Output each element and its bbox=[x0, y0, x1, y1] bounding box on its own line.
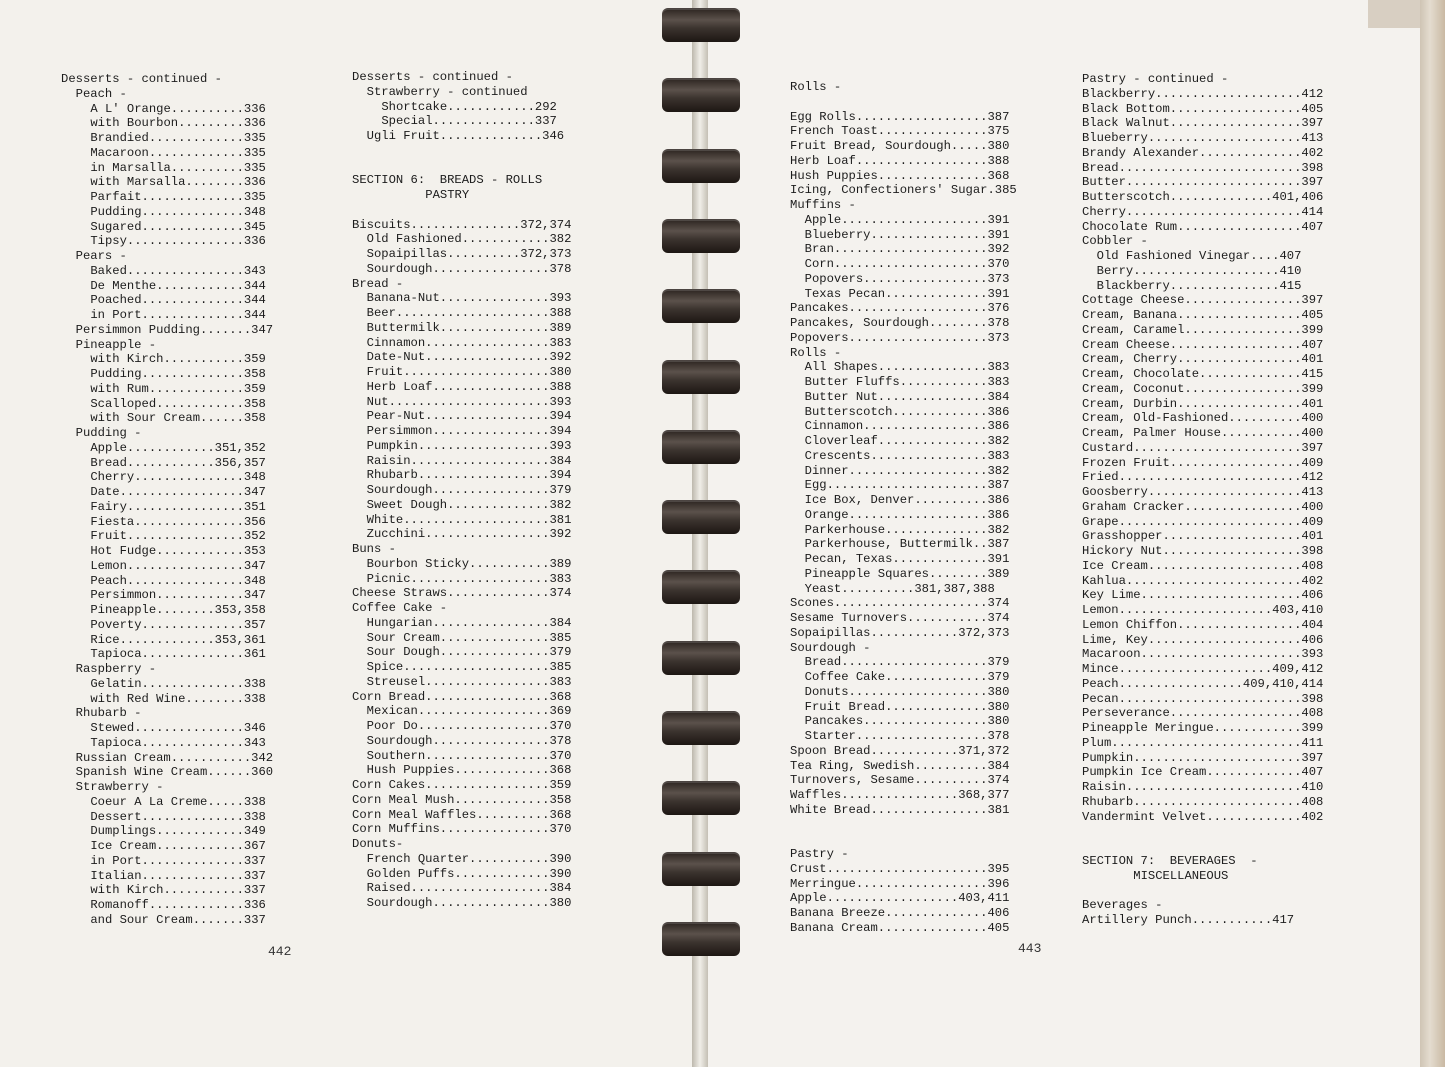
index-entry: Rolls - bbox=[790, 345, 842, 360]
index-entry: Rolls - bbox=[790, 80, 842, 94]
index-entry: Tipsy................336 bbox=[90, 234, 266, 249]
index-entry: Pecan.........................398 bbox=[1082, 691, 1324, 706]
index-entry: Egg Rolls..................387 bbox=[790, 109, 1010, 124]
index-entry: Crust......................395 bbox=[790, 861, 1010, 876]
index-entry: Sopaipillas............372,373 bbox=[790, 625, 1010, 640]
index-entry: Pumpkin Ice Cream.............407 bbox=[1082, 765, 1324, 780]
index-entry: Crescents................383 bbox=[804, 448, 1010, 463]
index-entry: Bread............356,357 bbox=[90, 455, 266, 470]
index-entry: with Marsalla........336 bbox=[90, 175, 266, 190]
index-entry: Hot Fudge............353 bbox=[90, 544, 266, 558]
index-entry: Pancakes.................380 bbox=[804, 714, 1010, 729]
index-entry: Fairy................351 bbox=[90, 499, 266, 514]
binding-ring bbox=[662, 922, 740, 956]
index-entry: Bread.........................398 bbox=[1082, 160, 1324, 175]
index-entry: Herb Loaf................388 bbox=[366, 379, 572, 394]
index-entry: Cream, Cherry.................401 bbox=[1082, 352, 1324, 367]
index-entry: Persimmon Pudding.......347 bbox=[75, 322, 274, 337]
right-page bbox=[708, 0, 1420, 1067]
index-entry: Shortcake............292 bbox=[381, 99, 557, 114]
index-entry: Egg......................387 bbox=[804, 478, 1010, 493]
index-entry: Plum..........................411 bbox=[1082, 735, 1324, 750]
index-entry: Sour Cream...............385 bbox=[366, 630, 572, 645]
index-entry: Mexican..................369 bbox=[366, 704, 572, 719]
index-entry: Strawberry - continued bbox=[366, 84, 528, 99]
index-entry: Tapioca..............361 bbox=[90, 647, 266, 662]
index-entry: SECTION 7: BEVERAGES - bbox=[1082, 853, 1258, 868]
index-entry: Beverages - bbox=[1082, 898, 1163, 912]
index-entry: Bourbon Sticky...........389 bbox=[366, 556, 572, 571]
index-entry: Buns - bbox=[352, 542, 396, 556]
index-entry: Perseverance..................408 bbox=[1082, 706, 1324, 721]
index-entry: Buttermilk...............389 bbox=[366, 320, 572, 335]
index-entry: Corn Cakes.................359 bbox=[352, 778, 572, 792]
index-entry: Pudding - bbox=[75, 426, 142, 440]
binding-ring bbox=[662, 149, 740, 183]
index-entry: Dinner...................382 bbox=[804, 463, 1010, 478]
index-entry: Black Bottom..................405 bbox=[1082, 101, 1324, 116]
index-entry: Ice Box, Denver..........386 bbox=[804, 493, 1010, 507]
index-entry: De Menthe............344 bbox=[90, 278, 266, 293]
index-entry: Cinnamon.................383 bbox=[366, 335, 572, 350]
index-entry: White Bread................381 bbox=[790, 802, 1010, 817]
index-entry: Raisin...................384 bbox=[366, 453, 572, 468]
index-entry: Picnic...................383 bbox=[366, 571, 572, 586]
index-entry: Raspberry - bbox=[75, 662, 157, 676]
index-entry: Cottage Cheese................397 bbox=[1082, 293, 1324, 308]
index-entry: Date.................347 bbox=[90, 485, 266, 499]
book-edge bbox=[1420, 0, 1445, 1067]
index-entry: Berry....................410 bbox=[1096, 263, 1302, 278]
index-entry: Poached..............344 bbox=[90, 293, 266, 308]
index-entry: with Sour Cream......358 bbox=[90, 411, 266, 426]
index-entry: Pastry - bbox=[790, 847, 849, 861]
index-entry: Cream Cheese..................407 bbox=[1082, 337, 1324, 352]
index-entry: Cream, Durbin.................401 bbox=[1082, 396, 1324, 411]
index-entry: Cream, Chocolate..............415 bbox=[1082, 367, 1324, 381]
index-entry: PASTRY bbox=[425, 188, 470, 202]
index-entry: Pudding..............358 bbox=[90, 367, 266, 381]
index-entry: Cherry........................414 bbox=[1082, 204, 1324, 219]
index-entry: Cherry...............348 bbox=[90, 470, 266, 485]
index-entry: Corn Muffins...............370 bbox=[352, 822, 572, 837]
index-entry: Nut......................393 bbox=[366, 394, 572, 409]
index-entry: Cream, Palmer House...........400 bbox=[1082, 426, 1324, 440]
index-entry: Brandied.............335 bbox=[90, 131, 266, 145]
binding-ring bbox=[662, 430, 740, 464]
index-entry: Cream, Coconut................399 bbox=[1082, 381, 1324, 396]
binding-ring bbox=[662, 500, 740, 534]
index-entry: Waffles................368,377 bbox=[790, 788, 1010, 802]
index-entry: Bread....................379 bbox=[804, 655, 1010, 670]
index-entry: Sugared..............345 bbox=[90, 219, 266, 234]
index-entry: Starter..................378 bbox=[804, 729, 1010, 743]
index-entry: Biscuits...............372,374 bbox=[352, 217, 572, 232]
index-entry: Popovers...................373 bbox=[790, 330, 1010, 345]
index-entry: and Sour Cream.......337 bbox=[90, 912, 266, 927]
index-entry: with Kirch...........337 bbox=[90, 883, 266, 898]
index-entry: Coffee Cake - bbox=[352, 601, 448, 615]
index-entry: Corn Meal Mush.............358 bbox=[352, 792, 572, 807]
index-entry: Raisin........................410 bbox=[1082, 780, 1324, 794]
index-entry: Pineapple........353,358 bbox=[90, 603, 266, 617]
index-entry: Pastry - continued - bbox=[1082, 72, 1229, 86]
index-entry: Artillery Punch...........417 bbox=[1082, 912, 1295, 927]
index-entry: in Port..............344 bbox=[90, 308, 266, 322]
index-entry: All Shapes...............383 bbox=[804, 360, 1010, 375]
binding-ring bbox=[662, 781, 740, 815]
index-entry: Rhubarb..................394 bbox=[366, 468, 572, 483]
index-entry: Romanoff.............336 bbox=[90, 898, 266, 912]
index-entry: Lime, Key.....................406 bbox=[1082, 632, 1324, 647]
index-entry: Sesame Turnovers...........374 bbox=[790, 611, 1010, 625]
index-entry: Fruit....................380 bbox=[366, 365, 572, 379]
index-entry: Lemon Chiffon.................404 bbox=[1082, 617, 1324, 632]
index-entry: Spice....................385 bbox=[366, 660, 572, 674]
index-entry: Spoon Bread............371,372 bbox=[790, 743, 1010, 758]
index-entry: Persimmon............347 bbox=[90, 588, 266, 603]
index-entry: Butter Nut...............384 bbox=[804, 389, 1010, 404]
index-entry: Italian..............337 bbox=[90, 868, 266, 883]
index-entry: Cobbler - bbox=[1082, 234, 1148, 249]
index-entry: Strawberry - bbox=[75, 780, 164, 794]
index-entry: Apple............351,352 bbox=[90, 440, 266, 455]
index-entry: Banana Cream...............405 bbox=[790, 920, 1010, 935]
index-entry: Pear-Nut.................394 bbox=[366, 409, 572, 424]
index-entry: Peach................348 bbox=[90, 573, 266, 588]
index-entry: Cream, Caramel................399 bbox=[1082, 322, 1324, 337]
index-entry: Custard.......................397 bbox=[1082, 440, 1324, 455]
index-entry: Hush Puppies.............368 bbox=[366, 763, 572, 778]
index-entry: Poor Do..................370 bbox=[366, 719, 572, 733]
index-entry: Donuts- bbox=[352, 837, 404, 851]
index-entry: Sourdough................380 bbox=[366, 896, 572, 910]
index-entry: Apple..................403,411 bbox=[790, 891, 1010, 906]
index-entry: SECTION 6: BREADS - ROLLS bbox=[352, 173, 543, 188]
index-entry: Cream, Banana.................405 bbox=[1082, 308, 1324, 322]
index-entry: Scones.....................374 bbox=[790, 596, 1010, 611]
index-entry: with Bourbon.........336 bbox=[90, 116, 266, 131]
index-entry: Ugli Fruit..............346 bbox=[366, 129, 565, 143]
binding-ring bbox=[662, 852, 740, 886]
index-entry: Kahlua........................402 bbox=[1082, 573, 1324, 588]
index-entry: Merringue..................396 bbox=[790, 876, 1010, 891]
index-entry: Tapioca..............343 bbox=[90, 735, 266, 750]
index-entry: Lemon.....................403,410 bbox=[1082, 603, 1324, 617]
left-page bbox=[0, 0, 692, 1067]
index-entry: Streusel.................383 bbox=[366, 674, 572, 689]
index-entry: Grasshopper...................401 bbox=[1082, 529, 1324, 544]
index-entry: Lemon................347 bbox=[90, 558, 266, 573]
index-entry: Texas Pecan..............391 bbox=[804, 286, 1010, 301]
index-entry: Tea Ring, Swedish..........384 bbox=[790, 758, 1010, 773]
index-entry: Key Lime......................406 bbox=[1082, 588, 1324, 603]
index-entry: Black Walnut..................397 bbox=[1082, 116, 1324, 131]
index-entry: Mince.....................409,412 bbox=[1082, 662, 1324, 676]
index-entry: Rhubarb.......................408 bbox=[1082, 794, 1324, 809]
index-entry: Bran.....................392 bbox=[804, 242, 1010, 257]
index-entry: A L' Orange..........336 bbox=[90, 101, 266, 116]
index-entry: Baked................343 bbox=[90, 263, 266, 278]
index-entry: Fruit................352 bbox=[90, 529, 266, 544]
index-entry: Poverty..............357 bbox=[90, 617, 266, 632]
index-entry: Goosberry.....................413 bbox=[1082, 485, 1324, 499]
index-entry: Cinnamon.................386 bbox=[804, 419, 1010, 434]
index-entry: with Red Wine........338 bbox=[90, 691, 266, 706]
index-entry: Coeur A La Creme.....338 bbox=[90, 794, 266, 809]
index-entry: Pecan, Texas.............391 bbox=[804, 552, 1010, 566]
index-entry: Southern.................370 bbox=[366, 748, 572, 763]
index-entry: Desserts - continued - bbox=[352, 70, 513, 84]
index-entry: Cheese Straws..............374 bbox=[352, 586, 572, 601]
page-number-left: 442 bbox=[268, 944, 292, 959]
index-entry: Fiesta...............356 bbox=[90, 514, 266, 529]
index-entry: Pineapple - bbox=[75, 337, 157, 352]
index-entry: Pineapple Meringue............399 bbox=[1082, 721, 1324, 735]
index-entry: Peach.................409,410,414 bbox=[1082, 676, 1324, 691]
binding-ring bbox=[662, 360, 740, 394]
index-entry: Parkerhouse, Buttermilk..387 bbox=[804, 537, 1010, 552]
index-entry: Gelatin..............338 bbox=[90, 676, 266, 691]
index-entry: Peach - bbox=[75, 86, 127, 101]
index-entry: Scalloped............358 bbox=[90, 396, 266, 411]
index-entry: Apple....................391 bbox=[804, 212, 1010, 227]
index-entry: Corn.....................370 bbox=[804, 257, 1010, 271]
index-entry: Grape.........................409 bbox=[1082, 514, 1324, 529]
index-entry: Parkerhouse..............382 bbox=[804, 522, 1010, 537]
index-entry: Corn Meal Waffles..........368 bbox=[352, 807, 572, 822]
index-entry: Banana Breeze..............406 bbox=[790, 906, 1010, 920]
index-entry: Ice Cream.....................408 bbox=[1082, 558, 1324, 573]
index-entry: Butter........................397 bbox=[1082, 175, 1324, 190]
index-entry: Ice Cream............367 bbox=[90, 839, 266, 853]
index-entry: Vandermint Velvet.............402 bbox=[1082, 809, 1324, 824]
index-entry: Cloverleaf...............382 bbox=[804, 434, 1010, 448]
binding-ring bbox=[662, 78, 740, 112]
index-entry: Dessert..............338 bbox=[90, 809, 266, 824]
binding-ring bbox=[662, 219, 740, 253]
index-entry: Icing, Confectioners' Sugar.385 bbox=[790, 183, 1017, 198]
index-entry: Pancakes, Sourdough........378 bbox=[790, 316, 1010, 330]
index-entry: Raised...................384 bbox=[366, 881, 572, 896]
index-entry: Parfait..............335 bbox=[90, 190, 266, 204]
index-entry: Pineapple Squares........389 bbox=[804, 566, 1010, 581]
index-entry: White....................381 bbox=[366, 512, 572, 527]
index-entry: Fruit Bread, Sourdough.....380 bbox=[790, 139, 1010, 153]
index-entry: Corn Bread.................368 bbox=[352, 689, 572, 704]
index-entry: Desserts - continued - bbox=[61, 72, 222, 86]
index-entry: Beer.....................388 bbox=[366, 306, 572, 320]
index-entry: Pumpkin.......................397 bbox=[1082, 750, 1324, 765]
index-entry: Yeast..........381,387,388 bbox=[804, 581, 995, 596]
index-entry: Special..............337 bbox=[381, 114, 557, 129]
index-entry: Hickory Nut...................398 bbox=[1082, 544, 1324, 558]
index-entry: Pears - bbox=[75, 249, 127, 263]
index-entry: Macaroon......................393 bbox=[1082, 647, 1324, 662]
index-entry: French Toast...............375 bbox=[790, 124, 1010, 139]
index-entry: Blackberry...............415 bbox=[1096, 278, 1302, 293]
index-entry: Butterscotch..............401,406 bbox=[1082, 190, 1324, 204]
index-entry: Hungarian................384 bbox=[366, 615, 572, 630]
index-entry: Muffins - bbox=[790, 198, 856, 212]
binding-ring bbox=[662, 289, 740, 323]
index-entry: Butter Fluffs............383 bbox=[804, 375, 1010, 389]
index-entry: Pumpkin..................393 bbox=[366, 438, 572, 453]
index-entry: Brandy Alexander..............402 bbox=[1082, 145, 1324, 160]
index-entry: Hush Puppies...............368 bbox=[790, 168, 1010, 183]
index-entry: Pudding..............348 bbox=[90, 204, 266, 219]
binding-ring bbox=[662, 641, 740, 675]
index-entry: Sourdough................379 bbox=[366, 483, 572, 497]
index-entry: Cream, Old-Fashioned..........400 bbox=[1082, 411, 1324, 426]
index-entry: Macaroon.............335 bbox=[90, 145, 266, 160]
index-entry: French Quarter...........390 bbox=[366, 851, 572, 866]
index-entry: with Kirch...........359 bbox=[90, 352, 266, 367]
index-entry: Herb Loaf..................388 bbox=[790, 153, 1010, 168]
index-entry: in Marsalla..........335 bbox=[90, 160, 266, 175]
index-entry: Persimmon................394 bbox=[366, 424, 572, 438]
index-entry: Date-Nut.................392 bbox=[366, 350, 572, 365]
index-entry: Sweet Dough..............382 bbox=[366, 497, 572, 512]
index-entry: Sopaipillas..........372,373 bbox=[366, 247, 572, 261]
index-entry: Old Fashioned............382 bbox=[366, 232, 572, 247]
index-entry: Blackberry....................412 bbox=[1082, 86, 1324, 101]
index-entry: Stewed...............346 bbox=[90, 721, 266, 735]
index-entry: Rice.............353,361 bbox=[90, 632, 266, 647]
index-entry: Fried.........................412 bbox=[1082, 470, 1324, 485]
binding-ring bbox=[662, 8, 740, 42]
index-entry: Orange...................386 bbox=[804, 507, 1010, 522]
index-entry: Russian Cream...........342 bbox=[75, 750, 274, 765]
index-entry: Banana-Nut...............393 bbox=[366, 291, 572, 306]
index-entry: Blueberry.....................413 bbox=[1082, 131, 1324, 145]
index-entry: Golden Puffs.............390 bbox=[366, 866, 572, 881]
index-entry: Dumplings............349 bbox=[90, 824, 266, 839]
index-entry: Blueberry................391 bbox=[804, 227, 1010, 242]
index-entry: Sour Dough...............379 bbox=[366, 645, 572, 660]
index-entry: Rhubarb - bbox=[75, 706, 142, 721]
index-entry: Sourdough................378 bbox=[366, 733, 572, 748]
index-entry: in Port..............337 bbox=[90, 853, 266, 868]
binding-ring bbox=[662, 711, 740, 745]
index-entry: Frozen Fruit..................409 bbox=[1082, 455, 1324, 470]
index-entry: Donuts...................380 bbox=[804, 684, 1010, 699]
index-entry: MISCELLANEOUS bbox=[1133, 868, 1229, 883]
binding-ring bbox=[662, 570, 740, 604]
index-entry: Bread - bbox=[352, 276, 404, 291]
index-entry: Popovers.................373 bbox=[804, 271, 1010, 286]
back-cover-strip bbox=[1368, 0, 1420, 28]
index-entry: Pancakes...................376 bbox=[790, 301, 1010, 316]
index-entry: with Rum.............359 bbox=[90, 381, 266, 396]
page-number-right: 443 bbox=[1018, 941, 1042, 956]
index-entry: Sourdough - bbox=[790, 640, 871, 655]
index-entry: Spanish Wine Cream......360 bbox=[75, 765, 274, 780]
index-entry: Old Fashioned Vinegar....407 bbox=[1096, 249, 1302, 263]
index-entry: Turnovers, Sesame..........374 bbox=[790, 773, 1010, 788]
index-entry: Coffee Cake..............379 bbox=[804, 670, 1010, 684]
index-entry: Zucchini.................392 bbox=[366, 527, 572, 542]
index-entry: Graham Cracker................400 bbox=[1082, 499, 1324, 514]
index-entry: Fruit Bread..............380 bbox=[804, 699, 1010, 714]
index-entry: Chocolate Rum.................407 bbox=[1082, 219, 1324, 234]
index-entry: Butterscotch.............386 bbox=[804, 404, 1010, 419]
index-entry: Sourdough................378 bbox=[366, 261, 572, 276]
